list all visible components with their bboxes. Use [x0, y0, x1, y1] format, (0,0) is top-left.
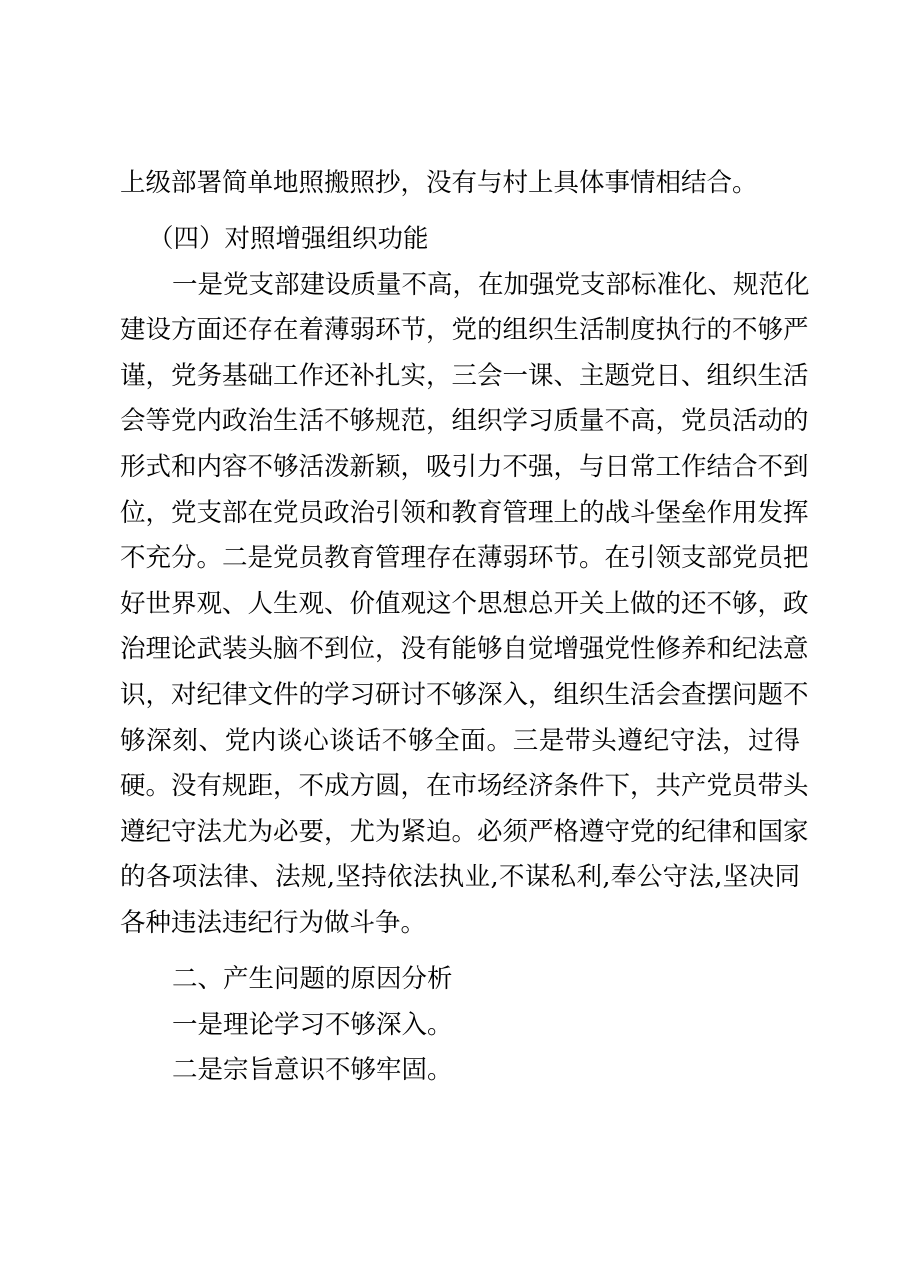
paragraph-line: 够深刻、党内谈心谈话不够全面。三是带头遵纪守法，过得 — [120, 726, 800, 756]
paragraph-line: 形式和内容不够活泼新颖，吸引力不强，与日常工作结合不到 — [120, 452, 809, 482]
paragraph-line: 不充分。二是党员教育管理存在薄弱环节。在引领支部党员把 — [120, 543, 809, 573]
paragraph-line: 的各项法律、法规,坚持依法执业,不谋私利,奉公守法,坚决同 — [120, 862, 800, 892]
paragraph-line: 识，对纪律文件的学习研讨不够深入，组织生活会查摆问题不 — [120, 680, 809, 710]
paragraph-line: 硬。没有规距，不成方圆，在市场经济条件下，共产党员带头 — [120, 771, 809, 801]
paragraph-line: 谨，党务基础工作还补扎实，三会一课、主题党日、组织生活 — [120, 361, 809, 391]
paragraph-line: 治理论武装头脑不到位，没有能够自觉增强党性修养和纪法意 — [120, 634, 809, 664]
paragraph-line: 位，党支部在党员政治引领和教育管理上的战斗堡垒作用发挥 — [120, 498, 809, 528]
section-heading-four: （四）对照增强组织功能 — [148, 224, 429, 254]
list-item: 二是宗旨意识不够牢固。 — [172, 1055, 453, 1085]
paragraph-line-last: 各种违法违纪行为做斗争。 — [120, 908, 427, 938]
paragraph-line: 会等党内政治生活不够规范，组织学习质量不高，党员活动的 — [120, 406, 809, 436]
list-item: 一是理论学习不够深入。 — [172, 1010, 453, 1040]
section-heading-two: 二、产生问题的原因分析 — [172, 964, 453, 994]
paragraph-line: 好世界观、人生观、价值观这个思想总开关上做的还不够，政 — [120, 589, 809, 619]
paragraph-line: 一是党支部建设质量不高，在加强党支部标准化、规范化 — [172, 270, 810, 300]
paragraph-line: 建设方面还存在着薄弱环节，党的组织生活制度执行的不够严 — [120, 315, 809, 345]
paragraph-line: 遵纪守法尤为必要，尤为紧迫。必须严格遵守党的纪律和国家 — [120, 817, 809, 847]
text-line-continuation: 上级部署简单地照搬照抄，没有与村上具体事情相结合。 — [120, 168, 758, 198]
